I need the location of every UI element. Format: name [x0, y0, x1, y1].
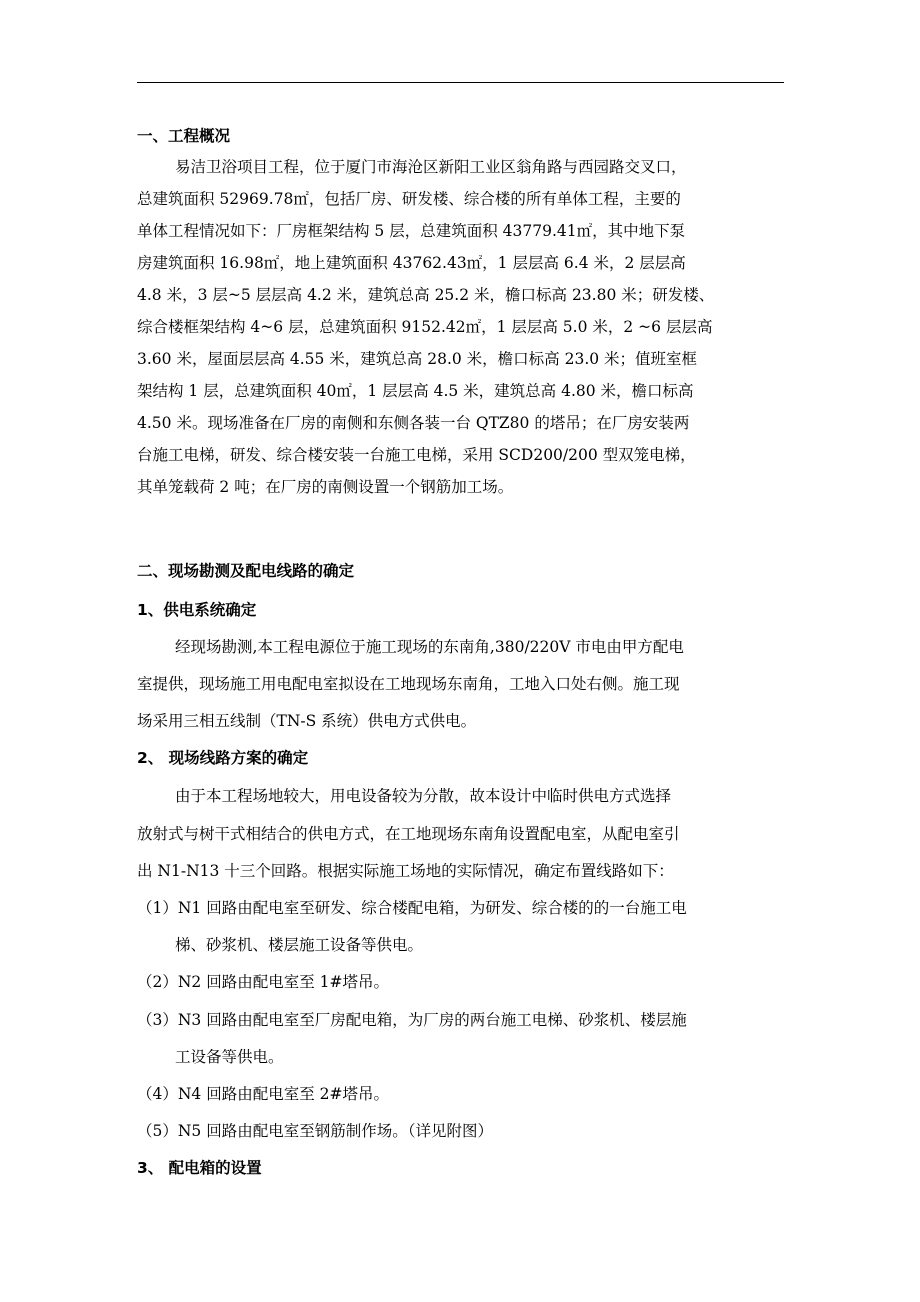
section-1-line-3: 单体工程情况如下：厂房框架结构 5 层，总建筑面积 43779.41㎡，其中地下泵: [137, 222, 686, 240]
section-1-line-2: 总建筑面积 52969.78㎡，包括厂房、研发楼、综合楼的所有单体工程，主要的: [137, 190, 681, 208]
header-rule: [137, 82, 784, 83]
subsection-2-line-2: 放射式与树干式相结合的供电方式，在工地现场东南角设置配电室，从配电室引: [137, 825, 680, 843]
subsection-2-line-1: 由于本工程场地较大，用电设备较为分散，故本设计中临时供电方式选择: [175, 787, 672, 805]
subsection-3-heading: 3、 配电箱的设置: [137, 1159, 262, 1177]
subsection-2-line-3: 出 N1-N13 十三个回路。根据实际施工场地的实际情况，确定布置线路如下：: [137, 862, 674, 880]
section-1-line-9: 4.50 米。现场准备在厂房的南侧和东侧各装一台 QTZ80 的塔吊；在厂房安装两: [137, 414, 690, 432]
section-1-line-10: 台施工电梯，研发、综合楼安装一台施工电梯，采用 SCD200/200 型双笼电梯，: [137, 446, 696, 464]
section-1-line-1: 易洁卫浴项目工程，位于厦门市海沧区新阳工业区翁角路与西园路交叉口，: [175, 158, 687, 176]
list-item-1: （1）N1 回路由配电室至研发、综合楼配电箱，为研发、综合楼的的一台施工电: [137, 899, 687, 917]
subsection-1-line-1: 经现场勘测,本工程电源位于施工现场的东南角,380/220V 市电由甲方配电: [175, 638, 684, 656]
list-item-4: （4）N4 回路由配电室至 2#塔吊。: [137, 1085, 389, 1103]
list-item-3-continued: 工设备等供电。: [175, 1048, 284, 1066]
subsection-1-heading: 1、供电系统确定: [137, 601, 257, 619]
section-1-heading: 一、工程概况: [137, 127, 231, 145]
subsection-1-line-3: 场采用三相五线制（TN-S 系统）供电方式供电。: [137, 712, 477, 730]
list-item-5: （5）N5 回路由配电室至钢筋制作场。（详见附图）: [137, 1122, 493, 1140]
list-item-2: （2）N2 回路由配电室至 1#塔吊。: [137, 973, 389, 991]
section-1-line-7: 3.60 米，屋面层层高 4.55 米，建筑总高 28.0 米，檐口标高 23.0 米；值班室框: [137, 350, 698, 368]
subsection-2-heading: 2、 现场线路方案的确定: [137, 749, 309, 767]
section-2-heading: 二、现场勘测及配电线路的确定: [137, 562, 355, 580]
section-1-line-5: 4.8 米，3 层~5 层层高 4.2 米，建筑总高 25.2 米，檐口标高 23.80 米；研发楼、: [137, 286, 715, 304]
subsection-1-line-2: 室提供，现场施工用电配电室拟设在工地现场东南角，工地入口处右侧。施工现: [137, 675, 680, 693]
section-1-line-4: 房建筑面积 16.98㎡，地上建筑面积 43762.43㎡，1 层层高 6.4 米，2 层层高: [137, 254, 686, 272]
section-1-line-6: 综合楼框架结构 4~6 层，总建筑面积 9152.42㎡，1 层层高 5.0 米，2 ~6 层层高: [137, 318, 713, 336]
section-1-line-11: 其单笼载荷 2 吨；在厂房的南侧设置一个钢筋加工场。: [137, 478, 514, 496]
list-item-1-continued: 梯、砂浆机、楼层施工设备等供电。: [175, 936, 424, 954]
section-1-line-8: 架结构 1 层，总建筑面积 40㎡，1 层层高 4.5 米，建筑总高 4.80 米，檐口标高: [137, 382, 694, 400]
list-item-3: （3）N3 回路由配电室至厂房配电箱，为厂房的两台施工电梯、砂浆机、楼层施: [137, 1011, 687, 1029]
